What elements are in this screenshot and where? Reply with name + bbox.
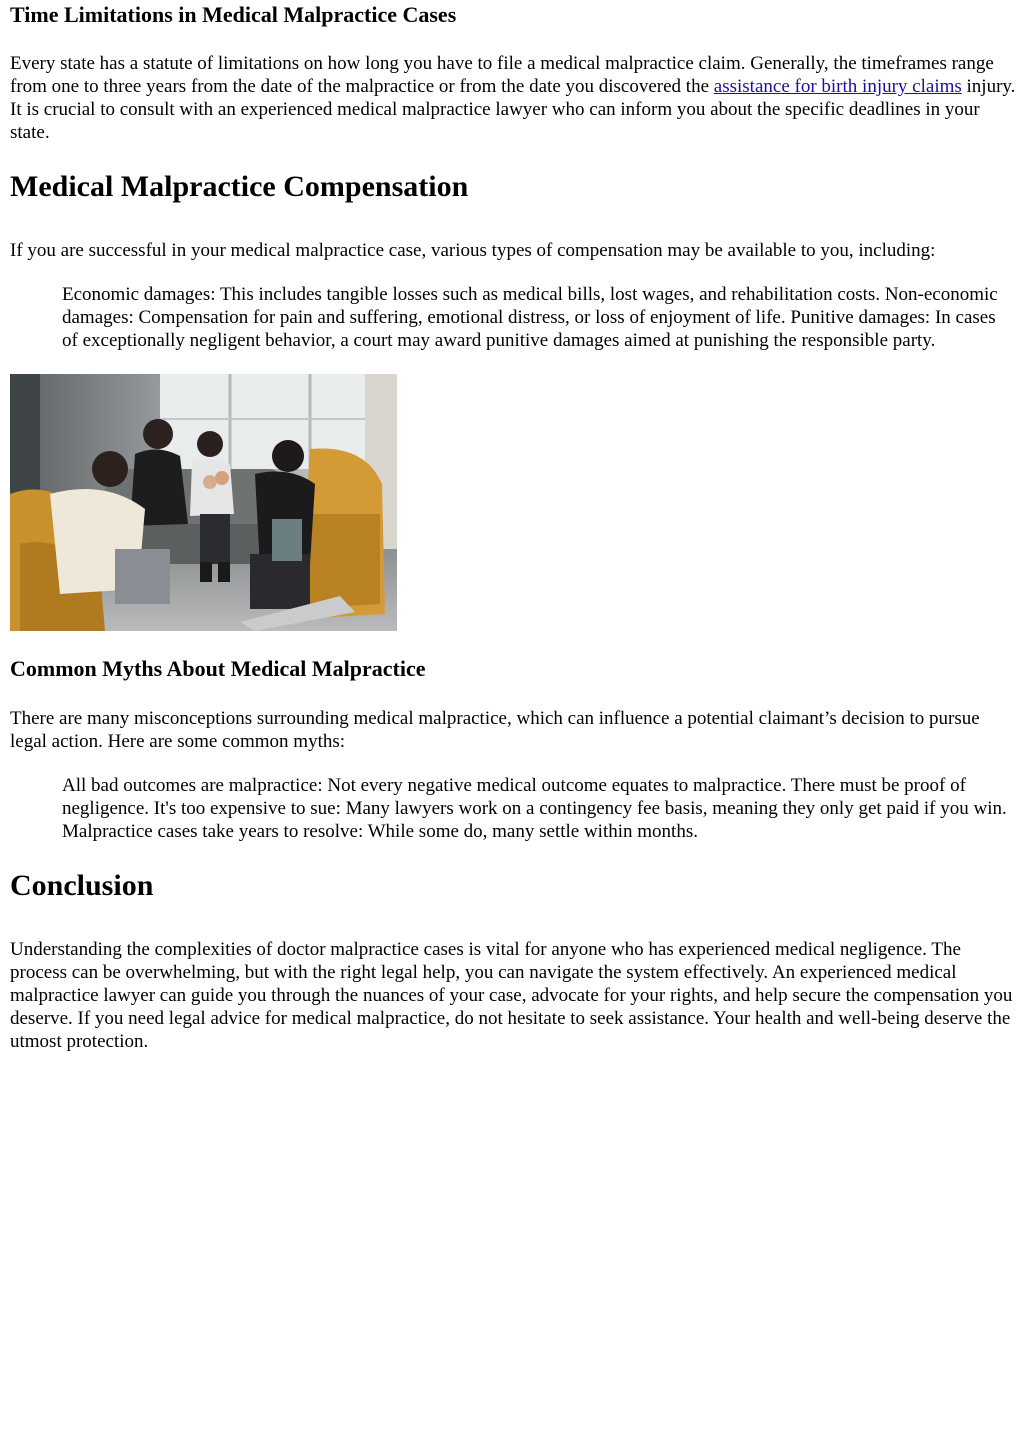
paragraph-compensation-intro: If you are successful in your medical malpractice case, various types of compensation may be available to you, including: xyxy=(10,240,936,261)
paragraph-conclusion: Understanding the complexities of doctor malpractice cases is vital for anyone who has experienced medical negligence. The process can be overwhelming, but with the right legal help, you can navigate the system effectively. An experienced medical malpractice lawyer can guide you through the nuances of your case, advocate for your rights, and help secure the compensation you deserve. If you need legal advice for medical malpractice, do not hesitate to seek assistance. Your health and well-being deserve the utmost protection. xyxy=(10,939,1013,1052)
article-photo xyxy=(10,374,1016,631)
meeting-photo xyxy=(10,374,397,631)
myths-quote: All bad outcomes are malpractice: Not every negative medical outcome equates to malpractice. There must be proof of negligence. It's too expensive to sue: Many lawyers work on a contingency fee basis, meaning they only get paid if you win. Malpractice cases take years to resolve: While some do, many settle within months. xyxy=(62,775,1007,842)
time-text-after-link: injury. It is crucial to consult with an experienced medical malpractice lawyer who can inform you about the specific deadlines in your state. xyxy=(10,76,1016,143)
paragraph-myths-intro: There are many misconceptions surrounding medical malpractice, which can influence a potential claimant’s decision to pursue legal action. Here are some common myths: xyxy=(10,708,980,752)
heading-time-limitations: Time Limitations in Medical Malpractice Cases xyxy=(10,2,457,27)
article xyxy=(0,2,1024,1053)
time-text-before-link: Every state has a statute of limitations on how long you have to file a medical malpractice claim. Generally, the timeframes range from one to three years from the date of the malpractice or from the date you discovered the xyxy=(10,53,994,97)
heading-compensation: Medical Malpractice Compensation xyxy=(10,170,469,203)
heading-common-myths: Common Myths About Medical Malpractice xyxy=(10,656,426,681)
birth-injury-claims-link[interactable]: assistance for birth injury claims xyxy=(713,76,962,97)
paragraph-time-limitations xyxy=(10,52,1016,144)
heading-conclusion: Conclusion xyxy=(10,869,154,902)
compensation-damages-quote: Economic damages: This includes tangible losses such as medical bills, lost wages, and rehabilitation costs. Non-economic damages: Compensation for pain and suffering, emotional distress, or loss of enjoyment of life. Punitive damages: In cases of exceptionally negligent behavior, a court may award punitive damages aimed at punishing the responsible party. xyxy=(62,284,998,351)
